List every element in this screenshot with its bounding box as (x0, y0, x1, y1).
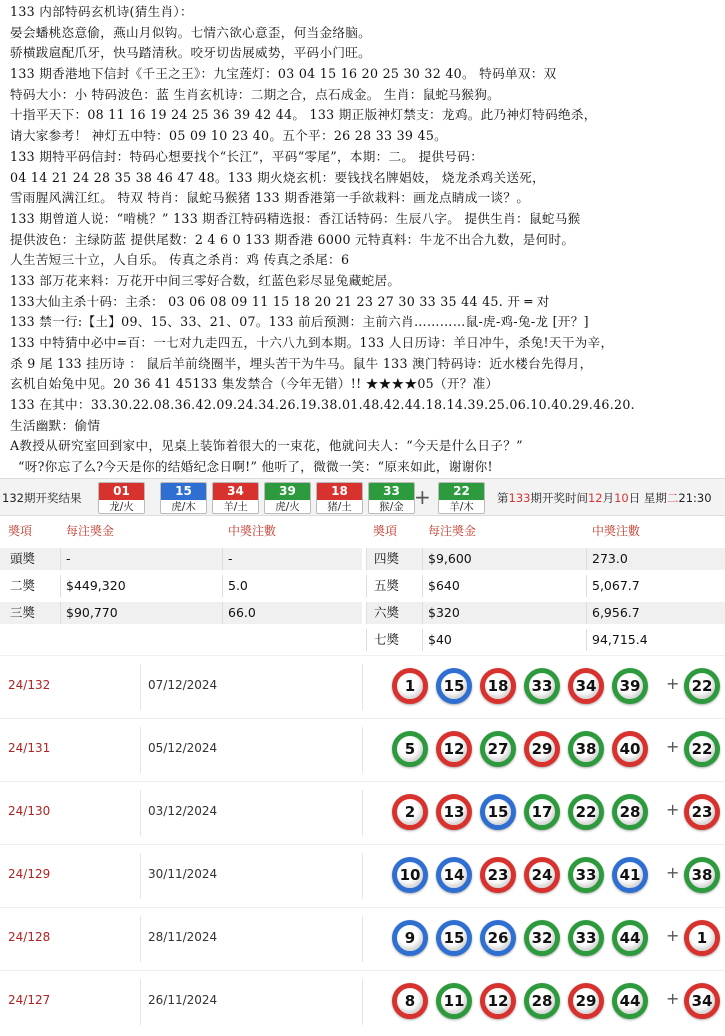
history-plus-sign: + (666, 800, 680, 819)
result-label: 132期开奖结果 (2, 491, 82, 505)
text-line: 133 在其中：33.30.22.08.36.42.09.24.34.26.19.38.01.48.42.44.18.14.39.25.06.10.40.29.46.20. (10, 397, 635, 413)
header-amount-left: 每注奬金 (66, 524, 115, 538)
lottery-ball: 40 (612, 731, 648, 767)
special-ball: 22 (684, 668, 720, 704)
lottery-ball: 14 (436, 857, 472, 893)
result-tile (316, 482, 363, 514)
prize-amount: $640 (428, 578, 460, 593)
history-plus-sign: + (666, 737, 680, 756)
text-line: 杀 9 尾 133 挂历诗 ： 鼠后羊前绕圈半，埋头苦干为牛马。鼠牛 133 澳门特码诗：近水楼台先得月， (10, 355, 593, 371)
text-line: 133 期曾道人说：“啃桃？” 133 期香江特码精选报：香江话特码：生辰八字。 提供生肖：鼠蛇马猴 (10, 210, 581, 226)
lottery-ball: 29 (524, 731, 560, 767)
text-line: 人生苦短三十立，人自乐。 传真之杀肖：鸡 传真之杀尾：6 (10, 252, 350, 268)
lottery-ball: 15 (480, 794, 516, 830)
prize-amount: $40 (428, 632, 452, 647)
prize-table-row (0, 548, 725, 570)
lottery-ball: 23 (480, 857, 516, 893)
result-tile-zodiac: 猪/土 (317, 500, 362, 514)
prize-table-row (0, 629, 725, 651)
text-line: 133 禁一行:【土】09、15、33、21、07。133 前后预测：主前六肖…………鼠-虎-鸡-兔-龙 [开？] (10, 314, 589, 330)
text-line: 特码大小：小 特码波色：蓝 生肖玄机诗：二期之合，点石成金。 生肖：鼠蛇马猴狗。 (10, 86, 500, 102)
history-issue: 24/128 (8, 930, 51, 944)
lottery-ball: 15 (436, 920, 472, 956)
lottery-ball: 44 (612, 983, 648, 1019)
prize-amount: $320 (422, 602, 586, 624)
prize-amount: $90,770 (60, 602, 222, 624)
lottery-ball: 27 (480, 731, 516, 767)
lottery-ball: 34 (568, 668, 604, 704)
history-date: 28/11/2024 (148, 930, 218, 944)
result-tile-zodiac: 羊/土 (213, 500, 258, 514)
result-tile-zodiac: 猴/金 (369, 500, 414, 514)
prize-table-row (0, 602, 725, 624)
lottery-ball: 41 (612, 857, 648, 893)
next-draw-info: 第133期开奖时间12月10日 星期二21:30 (497, 491, 712, 505)
result-tile-number: 34 (213, 483, 258, 500)
text-line: 玄机自始兔中见。20 36 41 45133 集发禁合（今年无错）!! ★★★★05（开？准） (10, 376, 499, 392)
history-issue: 24/127 (8, 993, 51, 1007)
prize-name: 四奬 (366, 548, 422, 570)
lottery-ball: 13 (436, 794, 472, 830)
lottery-ball: 5 (392, 731, 428, 767)
history-row (0, 781, 725, 843)
prize-count: 5,067.7 (592, 578, 640, 593)
prize-amount: $449,320 (66, 578, 126, 593)
text-line: 04 14 21 24 28 35 38 46 47 48。133 期火烧玄机：要钱找名牌娼妓， 烧龙杀鸡关送死， (10, 169, 546, 185)
text-line: 提供波色：主绿防蓝 提供尾数：2 4 6 0 133 期香港 6000 元特真料：牛龙不出合九数，是何时。 (10, 231, 575, 247)
text-line: 133大仙主杀十码：主杀： 03 06 08 09 11 15 18 20 21 23 27 30 33 35 44 45. 开 ═ 对 (10, 293, 550, 309)
special-ball: 34 (684, 983, 720, 1019)
special-ball: 38 (684, 857, 720, 893)
text-line: 请大家参考！ 神灯五中特：05 09 10 23 40。五个平：26 28 33 39 45。 (10, 128, 448, 144)
draw-result-bar (0, 478, 725, 516)
history-row (0, 844, 725, 906)
history-row (0, 655, 725, 717)
lottery-ball: 1 (392, 668, 428, 704)
lottery-ball: 28 (612, 794, 648, 830)
prize-count: 66.0 (222, 602, 362, 624)
special-ball: 22 (684, 731, 720, 767)
header-count-left: 中奬注數 (228, 524, 277, 538)
special-ball: 1 (684, 920, 720, 956)
result-tile-number: 22 (439, 483, 484, 500)
header-item-left: 奬項 (8, 524, 33, 538)
lottery-ball: 26 (480, 920, 516, 956)
lottery-ball: 28 (524, 983, 560, 1019)
history-issue: 24/131 (8, 741, 51, 755)
prize-name: 頭奬 (0, 548, 60, 570)
text-line: A教授从研究室回到家中，见桌上装饰着很大的一束花，他就问夫人：“今天是什么日子？” (10, 438, 523, 454)
lottery-ball: 32 (524, 920, 560, 956)
history-row (0, 907, 725, 969)
lottery-ball: 15 (436, 668, 472, 704)
text-line: 133 期香港地下信封《千王之王》：九宝莲灯：03 04 15 16 20 25 30 32 40。 特码单双：双 (10, 66, 557, 82)
text-line: 133 内部特码玄机诗(猜生肖）： (10, 4, 193, 19)
result-tile (98, 482, 145, 514)
text-line: 骄横跋扈配爪牙，快马踏清秋。咬牙切齿展威势，平码小门旺。 (10, 45, 372, 61)
lottery-ball: 18 (480, 668, 516, 704)
result-tile-number: 33 (369, 483, 414, 500)
lottery-ball: 2 (392, 794, 428, 830)
history-date: 26/11/2024 (148, 993, 218, 1007)
history-row (0, 970, 725, 1032)
lottery-ball: 9 (392, 920, 428, 956)
prize-name: 三奬 (0, 602, 60, 624)
prize-count: 273.0 (586, 548, 725, 570)
prize-amount: - (60, 548, 222, 570)
history-issue: 24/130 (8, 804, 51, 818)
history-issue: 24/129 (8, 867, 51, 881)
history-issue: 24/132 (8, 678, 51, 692)
prize-name: 七奬 (374, 632, 400, 647)
lottery-ball: 33 (524, 668, 560, 704)
history-plus-sign: + (666, 926, 680, 945)
prize-count: - (222, 548, 362, 570)
text-line: “呀?你忘了么?今天是你的结婚纪念日啊!” 他听了，微微一笑：“原来如此，谢谢你! (18, 459, 493, 475)
prize-count: 5.0 (228, 578, 248, 593)
result-tile (160, 482, 207, 514)
lottery-ball: 38 (568, 731, 604, 767)
text-line: 133 期特平码信封：特码心想要找个“长江”，平码“零尾”，本期：二。 提供号码： (10, 148, 484, 164)
history-row (0, 718, 725, 780)
prediction-text-block (0, 0, 725, 478)
text-line: 十指平天下：08 11 16 19 24 25 36 39 42 44。 133 期正版神灯禁支：龙鸡。此乃神灯特码绝杀， (10, 107, 597, 123)
lottery-ball: 17 (524, 794, 560, 830)
result-tile-zodiac: 羊/木 (439, 500, 484, 514)
history-date: 05/12/2024 (148, 741, 218, 755)
special-ball: 23 (684, 794, 720, 830)
history-plus-sign: + (666, 989, 680, 1008)
prize-count: 6,956.7 (586, 602, 725, 624)
prize-table (0, 518, 725, 654)
result-tile (212, 482, 259, 514)
prize-amount: $9,600 (422, 548, 586, 570)
prize-count: 94,715.4 (592, 632, 648, 647)
lottery-ball: 44 (612, 920, 648, 956)
text-line: 133 中特猜中必中=百：一七对九走四五，十六八九到本期。133 人日历诗：羊日冲牛，杀兔!天干为辛， (10, 335, 614, 350)
text-line: 生活幽默：偷情 (10, 417, 101, 433)
history-plus-sign: + (666, 863, 680, 882)
lottery-ball: 12 (480, 983, 516, 1019)
header-amount-right: 每注奬金 (428, 524, 477, 538)
result-tile (368, 482, 415, 514)
history-plus-sign: + (666, 674, 680, 693)
lottery-ball: 39 (612, 668, 648, 704)
text-line: 雪雨腥风满江红。 特双 特肖：鼠蛇马猴猪 133 期香港第一手欲栽料：画龙点睛成一谈？。 (10, 190, 530, 206)
history-date: 03/12/2024 (148, 804, 218, 818)
text-line: 晏会蟠桃恣意偷，燕山月似钩。七情六欲心意歪，何当金络脑。 (10, 24, 372, 40)
result-tile-number: 01 (99, 483, 144, 500)
result-tile (264, 482, 311, 514)
result-tile-zodiac: 龙/火 (99, 500, 144, 514)
prize-table-row (0, 575, 725, 597)
draw-history-list (0, 655, 725, 1036)
history-date: 30/11/2024 (148, 867, 218, 881)
prize-name: 五奬 (374, 578, 400, 593)
result-tile (438, 482, 485, 514)
lottery-ball: 33 (568, 857, 604, 893)
header-count-right: 中奬注數 (592, 524, 641, 538)
header-item-right: 奬項 (373, 524, 398, 538)
result-tile-zodiac: 虎/木 (161, 500, 206, 514)
lottery-ball: 33 (568, 920, 604, 956)
lottery-ball: 24 (524, 857, 560, 893)
prize-name: 二奬 (10, 578, 36, 593)
lottery-ball: 11 (436, 983, 472, 1019)
lottery-ball: 22 (568, 794, 604, 830)
result-tile-number: 15 (161, 483, 206, 500)
result-tile-number: 18 (317, 483, 362, 500)
lottery-ball: 10 (392, 857, 428, 893)
text-line: 133 部万花来料：万花开中间三零好合数，红蓝色彩尽显兔藏蛇居。 (10, 272, 401, 288)
lottery-ball: 29 (568, 983, 604, 1019)
result-plus-sign: + (414, 485, 431, 509)
prize-name: 六奬 (366, 602, 422, 624)
lottery-ball: 12 (436, 731, 472, 767)
lottery-ball: 8 (392, 983, 428, 1019)
prize-table-header (0, 520, 725, 542)
result-tile-number: 39 (265, 483, 310, 500)
next-draw-issue: 133 (508, 491, 531, 505)
history-date: 07/12/2024 (148, 678, 218, 692)
result-tile-zodiac: 虎/火 (265, 500, 310, 514)
